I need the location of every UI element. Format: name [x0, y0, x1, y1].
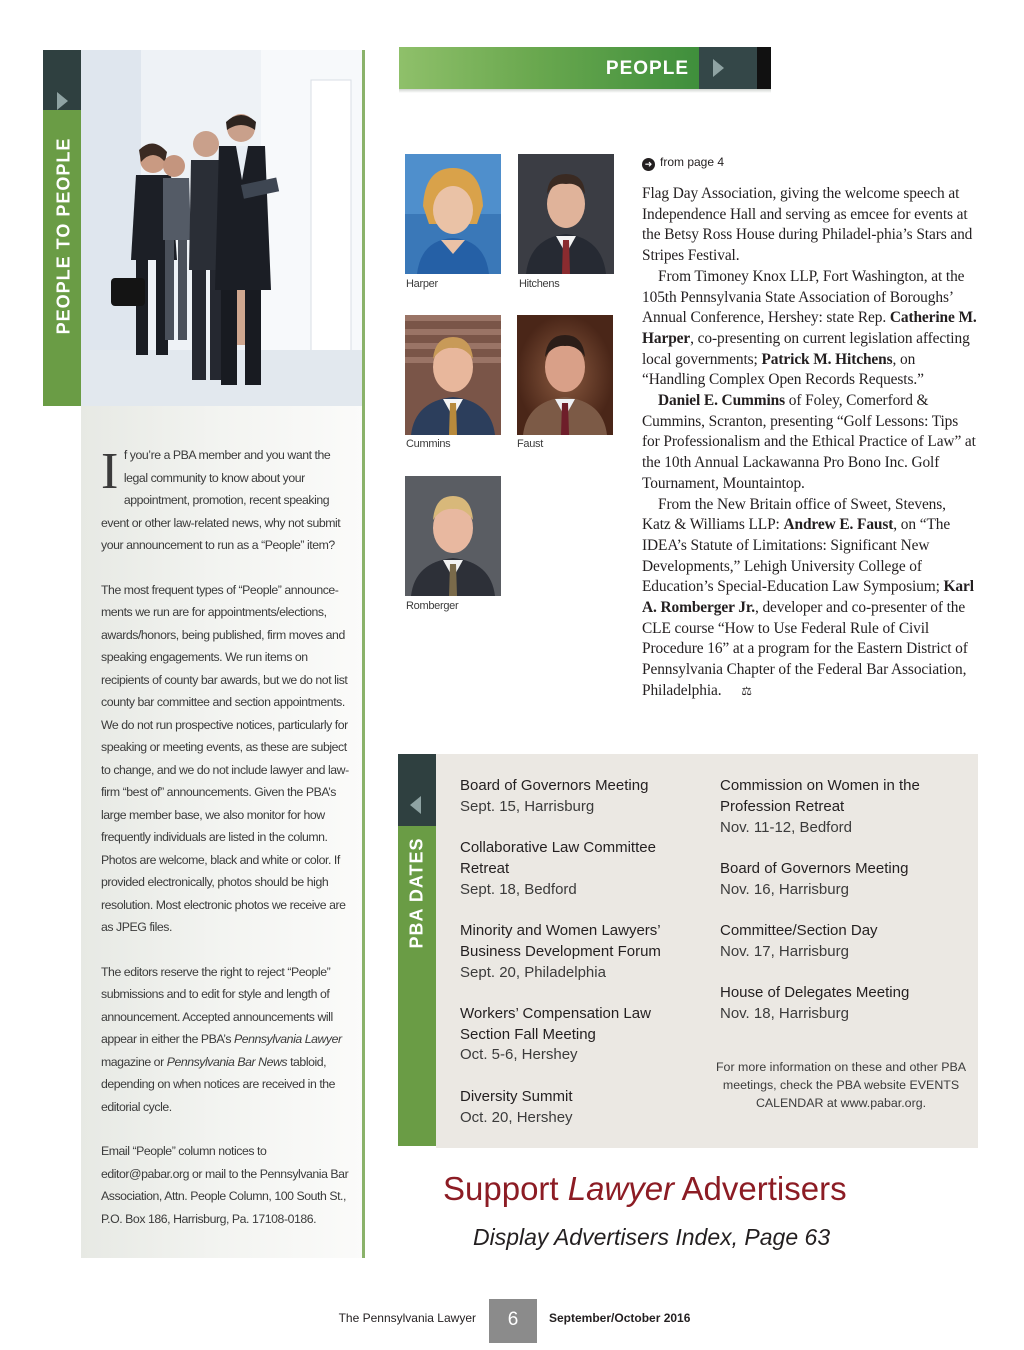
sidebar-text [101, 444, 351, 1252]
event-detail: Sept. 18, Bedford [460, 880, 577, 898]
sidebar-paragraph-1 [101, 444, 351, 557]
page-number-box [489, 1299, 537, 1343]
event-item [720, 859, 960, 901]
sidebar-p3-text-b: magazine or [101, 1054, 167, 1069]
header-black-block [757, 47, 771, 89]
scales-icon: ⚖ [741, 683, 752, 698]
article-p4-text-b: , on “The IDEA’s Statute of Limitations: Significant New Developments,” Lehigh University College of Education’s Special-Education Law Symposium; [642, 516, 951, 596]
event-title: Committee/Section Day [720, 921, 878, 939]
name-hitchens: Patrick M. Hitchens [761, 350, 893, 368]
support-word-1: Support [443, 1170, 559, 1207]
article-p2-text-b: , co-presenting on current legislation affecting local governments; [642, 329, 970, 368]
event-title: Commission on Women in the Profession Retreat [720, 777, 920, 815]
name-cummins: Daniel E. Cummins [658, 392, 786, 410]
event-item [720, 776, 960, 838]
events-left-column [460, 776, 700, 1149]
portrait-cummins [405, 315, 501, 435]
event-item [460, 776, 700, 818]
article-p2-text-c: , on “Handling Complex Open Records Requests.” [642, 350, 924, 389]
support-word-3: Advertisers [681, 1170, 847, 1207]
sidebar-p3-text-c: tabloid, depending on when notices are received in the editorial cycle. [101, 1054, 336, 1114]
caption-romberger: Romberger [406, 600, 459, 612]
event-detail: Nov. 18, Harrisburg [720, 1004, 849, 1022]
sidebar-rule [362, 50, 365, 1258]
dates-tab [398, 754, 436, 1146]
tabloid-title: Pennsylvania Bar News [166, 1054, 288, 1069]
name-harper: Catherine M. Harper [642, 309, 977, 347]
section-title: PEOPLE [605, 58, 689, 79]
article-p4-text-c: , developer and co-presenter of the CLE course “How to Use Federal Rule of Civil Procedure 16” at a program for the Eastern District of Pennsylvania Chapter of the Federal Bar Association, Philadelphia. [642, 599, 968, 699]
article-paragraph-2 [642, 267, 977, 391]
caption-faust: Faust [517, 438, 544, 450]
event-detail: Nov. 16, Harrisburg [720, 880, 849, 898]
arrow-left-icon [410, 796, 421, 814]
portrait-hitchens [518, 154, 614, 274]
support-word-2: Lawyer [567, 1170, 675, 1207]
event-title: House of Delegates Meeting [720, 984, 910, 1002]
events-right-column [720, 776, 960, 1045]
portrait-faust [517, 315, 613, 435]
event-item [460, 1087, 700, 1129]
event-detail: Nov. 17, Harrisburg [720, 942, 849, 960]
event-detail: Sept. 15, Harrisburg [460, 797, 595, 815]
arrow-right-icon [57, 92, 68, 110]
event-item [720, 921, 960, 963]
advertisers-index-link[interactable]: Display Advertisers Index, Page 63 [473, 1224, 831, 1250]
sidebar-paragraph-2: The most frequent types of “People” announce-ments we run are for appointments/elections, awards/honors, being published, firm moves and speaking engagements. We run items on recipients of county bar awards, but we do not list county bar committee and section appointments. We do not run prospective notices, particularly for speaking or meeting events, as these are subject to change, and we do not include lawyer and law-firm “best of” announcements. Given the PBA’s large member base, we also monitor for how frequently individuals are listed in the column. Photos are welcome, black and white or color. If provided electronically, photos should be high resolution. Most electronic photos we receive are as JPEG files. [101, 582, 349, 934]
from-page-label: from page 4 [660, 155, 725, 169]
sidebar-paragraph-4: Email “People” column notices to editor@pabar.org or mail to the Pennsylvania Bar Association, Attn. People Column, 100 South St., P.O. Box 186, Harrisburg, Pa. 17108-0186. [101, 1144, 349, 1226]
article-paragraph-3 [642, 391, 977, 495]
event-detail: Nov. 11-12, Bedford [720, 818, 853, 836]
header-shadow [399, 89, 771, 93]
caption-harper: Harper [406, 278, 438, 290]
article-body [642, 184, 977, 702]
event-detail: Sept. 20, Philadelphia [460, 963, 606, 981]
event-item [460, 1004, 700, 1066]
article-p3-text: of Foley, Comerford & Cummins, Scranton, presenting “Golf Lessons: Tips for Professionalism and the Ethical Practice of Law” at the 10th Annual Lackawanna Pro Bono Inc. Golf Tournament, Mountaintop. [642, 392, 976, 492]
magazine-title: Pennsylvania Lawyer [234, 1032, 342, 1046]
event-title: Workers’ Compensation Law Section Fall Meeting [460, 1004, 651, 1043]
event-title: Collaborative Law Committee Retreat [460, 839, 656, 877]
sidebar-title: PEOPLE TO PEOPLE [53, 137, 74, 335]
sidebar-paragraph-1-text: f you’re a PBA member and you want the legal community to know about your appointment, promotion, recent speaking event or other law-related news, why not submit your announcement to run as a “People” item? [101, 448, 341, 552]
arrow-right-icon [713, 59, 724, 77]
section-header [399, 47, 771, 89]
event-title: Board of Governors Meeting [720, 859, 909, 877]
sidebar-p3-text-a: The editors reserve the right to reject “People” submissions and to edit for style and length of announcement. Accepted announcements will appear in either the PBA’s [101, 964, 333, 1046]
article-p4-text-a: From the New Britain office of Sweet, Stevens, Katz & Williams LLP: [642, 495, 946, 534]
name-faust: Andrew E. Faust [783, 516, 894, 534]
portrait-harper [405, 154, 501, 274]
support-headline [443, 1170, 903, 1208]
name-romberger: Karl A. Romberger Jr. [642, 578, 974, 617]
caption-hitchens: Hitchens [519, 278, 560, 290]
dates-tab-cap [398, 754, 436, 826]
dates-title: PBA DATES [406, 837, 427, 949]
event-title: Board of Governors Meeting [460, 777, 649, 794]
event-item [460, 921, 700, 983]
continuation-note [642, 155, 724, 171]
footer-issue: September/October 2016 [549, 1311, 691, 1325]
arrow-circle-icon: ➜ [642, 158, 655, 171]
footer-publication: The Pennsylvania Lawyer [338, 1311, 476, 1325]
page-number: 6 [507, 1309, 519, 1330]
business-people-photo [81, 50, 365, 406]
header-dark-block [699, 47, 757, 89]
event-detail: Oct. 5-6, Hershey [460, 1046, 578, 1064]
article-p2-text-a: From Timoney Knox LLP, Fort Washington, at the 105th Pennsylvania State Association of Boroughs’ Annual Conference, Hershey: state Rep. [642, 267, 965, 327]
event-detail: Oct. 20, Hershey [460, 1108, 573, 1126]
portrait-romberger [405, 476, 501, 596]
article-paragraph-1: Flag Day Association, giving the welcome speech at Independence Hall and serving as emcee for events at the Betsy Ross House during Philadel-phia’s Stars and Stripes Festival. [642, 185, 973, 265]
event-item [460, 838, 700, 900]
article-paragraph-4 [642, 495, 977, 702]
event-title: Minority and Women Lawyers’ Business Development Forum [460, 921, 661, 960]
events-note: For more information on these and other PBA meetings, check the PBA website EVENTS CALENDAR at www.pabar.org. [715, 1060, 966, 1110]
drop-cap: I [101, 443, 118, 500]
event-title: Diversity Summit [460, 1087, 573, 1105]
sidebar-paragraph-3 [101, 961, 351, 1119]
event-item [720, 983, 960, 1025]
caption-cummins: Cummins [406, 438, 451, 450]
